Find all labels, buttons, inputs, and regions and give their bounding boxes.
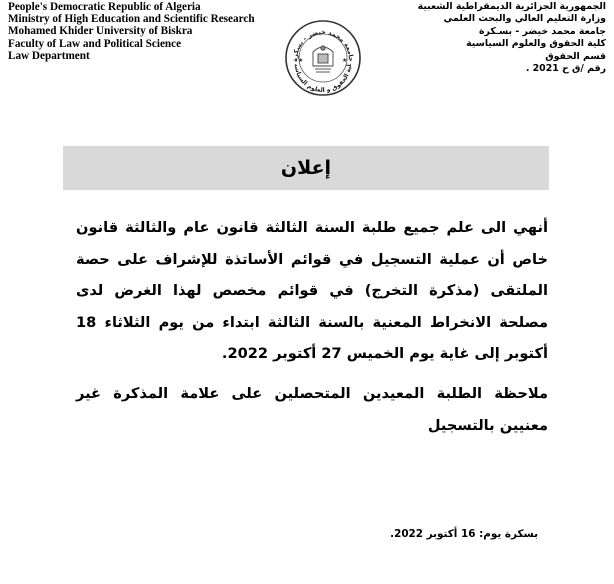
ar-header-line-faculty: كلية الحقوق والعلوم السياسية [466, 38, 606, 50]
signature-date: بسكرة يوم: 16 أكتوبر 2022. [390, 528, 538, 540]
ar-header-line-ministry: وزارة التعليم العالي والبحث العلمي [443, 13, 606, 25]
en-header-line-faculty: Faculty of Law and Political Science [8, 37, 182, 50]
en-header-line-ministry: Ministry of High Education and Scientific Research [8, 13, 255, 26]
seal-top-text: جامعة محمد خيضر - بسكرة [290, 27, 356, 62]
announcement-title-banner [63, 146, 549, 190]
announcement-title: إعلان [280, 157, 332, 179]
ar-header-line-country: الجمهورية الجزائرية الديمقراطية الشعبية [417, 1, 606, 12]
ar-header-line-university: جامعة محمد خيضر - بسـكرة [478, 25, 606, 37]
svg-text:★: ★ [298, 58, 304, 64]
university-seal-logo [285, 20, 361, 96]
en-header-line-department: Law Department [8, 49, 90, 62]
announcement-paragraph-main: أنهي الى علم جميع طلبة السنة الثالثة قانون عام والثالثة قانون خاص أن عملية التسجيل في قوائم الأساتذة للإشراف على حصة الملتقى (مذكرة التخرج) في قوائم مخصص لهذا الغرض لدى مصلحة الانخراط المعنية بالسنة الثالثة ابتداء من يوم الثلاثاء 18 أكتوبر إلى غاية يوم الخميس 27 أكتوبر 2022. [76, 219, 548, 363]
ar-header-line-department: قسم الحقوق [545, 50, 606, 62]
svg-text:★: ★ [342, 58, 348, 64]
english-letterhead [8, 1, 308, 62]
seal-bottom-text: لية الحقوق و العلوم السياسي [292, 63, 354, 95]
announcement-paragraph-note: ملاحظة الطلبة المعيدين المتحصلين على علامة المذكرة غير معنيين بالتسجيل [76, 384, 548, 434]
ar-header-line-reference-number: رقم /ق ح 2021 . [525, 63, 606, 75]
seal-icon [285, 20, 361, 96]
arabic-letterhead [366, 1, 606, 75]
en-header-line-university: Mohamed Khider University of Biskra [8, 25, 193, 38]
en-header-line-country: People's Democratic Republic of Algeria [8, 1, 201, 13]
announcement-body [76, 212, 548, 441]
